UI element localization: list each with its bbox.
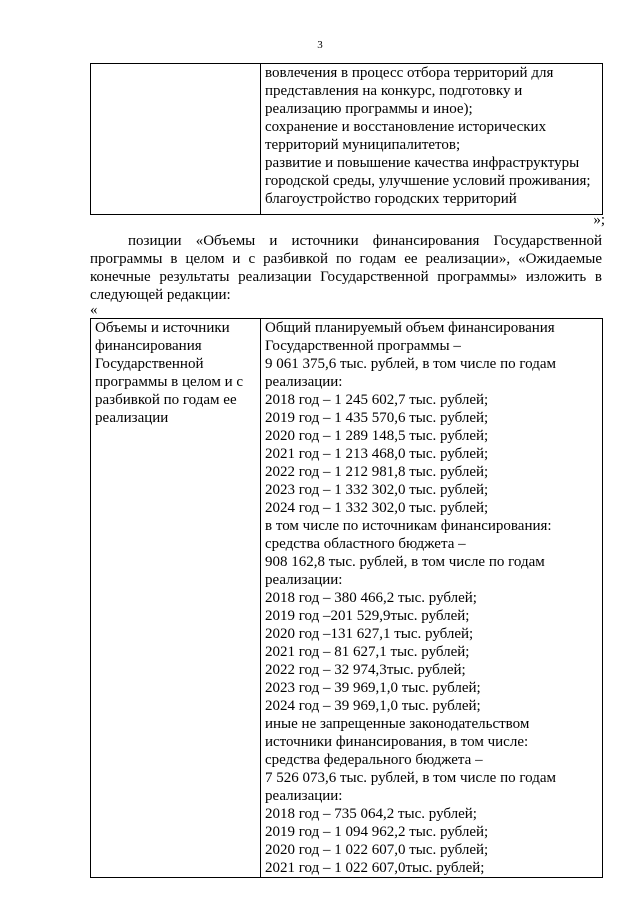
main-table-right-line: средства федерального бюджета –: [265, 752, 483, 768]
main-table-left-cell: [91, 319, 261, 878]
main-table-right-line: 2020 год –131 627,1 тыс. рублей;: [265, 626, 474, 642]
top-table-line: развитие и повышение качества инфраструктуры: [265, 155, 580, 171]
main-table-right-line: 2019 год – 1 094 962,2 тыс. рублей;: [265, 824, 489, 840]
main-table-right-line: 2021 год – 1 022 607,0тыс. рублей;: [265, 860, 485, 876]
main-table-left-line: реализации: [95, 410, 169, 426]
main-table-right-line: реализации:: [265, 572, 343, 588]
main-table-right-line: 2024 год – 1 332 302,0 тыс. рублей;: [265, 500, 489, 516]
main-table-right-line: средства областного бюджета –: [265, 536, 466, 552]
main-table-left-line: разбивкой по годам ее: [95, 392, 237, 408]
main-table-right-line: 2018 год – 735 064,2 тыс. рублей;: [265, 806, 477, 822]
page-number: 3: [317, 39, 323, 51]
main-table-right-line: иные не запрещенные законодательством: [265, 716, 530, 732]
main-table-right-line: 2022 год – 32 974,3тыс. рублей;: [265, 662, 466, 678]
top-table-line: сохранение и восстановление исторических: [265, 119, 547, 135]
top-table-line: благоустройство городских территорий: [265, 191, 517, 207]
top-table: [90, 63, 603, 215]
main-table-right-line: 7 526 073,6 тыс. рублей, в том числе по годам: [265, 770, 556, 786]
main-table-right-line: 2021 год – 1 213 468,0 тыс. рублей;: [265, 446, 489, 462]
main-table-right-line: реализации:: [265, 374, 343, 390]
main-table-right-line: Государственной программы –: [265, 338, 461, 354]
main-table-right-cell: [261, 319, 603, 878]
body-paragraph: позиции «Объемы и источники финансирования Государственной программы в целом и с разбивкой по годам ее реализации», «Ожидаемые конечные результаты реализации Государственной программы» изложить в следующей редакции:: [90, 233, 602, 303]
top-table-left-cell: [91, 64, 261, 215]
main-table-right-line: в том числе по источникам финансирования:: [265, 518, 552, 534]
main-table-right-line: 2024 год – 39 969,1,0 тыс. рублей;: [265, 698, 481, 714]
main-table: [90, 318, 603, 878]
main-table-right-line: 2023 год – 39 969,1,0 тыс. рублей;: [265, 680, 481, 696]
main-table-right-line: 2022 год – 1 212 981,8 тыс. рублей;: [265, 464, 489, 480]
main-table-right-line: 2018 год – 1 245 602,7 тыс. рублей;: [265, 392, 489, 408]
main-table-right-line: 9 061 375,6 тыс. рублей, в том числе по годам: [265, 356, 556, 372]
top-table-line: вовлечения в процесс отбора территорий для: [265, 65, 554, 81]
main-table-right-line: 908 162,8 тыс. рублей, в том числе по годам: [265, 554, 545, 570]
main-table-left-line: Объемы и источники: [95, 320, 230, 336]
main-table-right-line: 2019 год – 1 435 570,6 тыс. рублей;: [265, 410, 489, 426]
open-quote: «: [90, 302, 98, 318]
main-table-right-line: 2019 год –201 529,9тыс. рублей;: [265, 608, 470, 624]
closing-quote: »;: [593, 212, 605, 228]
top-table-line: территорий муниципалитетов;: [265, 137, 461, 153]
main-table-right-line: источники финансирования, в том числе:: [265, 734, 529, 750]
main-table-right-line: 2018 год – 380 466,2 тыс. рублей;: [265, 590, 477, 606]
main-table-right-line: 2021 год – 81 627,1 тыс. рублей;: [265, 644, 470, 660]
main-table-right-line: Общий планируемый объем финансирования: [265, 320, 555, 336]
main-table-left-line: программы в целом и с: [95, 374, 244, 390]
top-table-line: городской среды, улучшение условий проживания;: [265, 173, 591, 189]
main-table-right-line: 2023 год – 1 332 302,0 тыс. рублей;: [265, 482, 489, 498]
top-table-line: представления на конкурс, подготовку и: [265, 83, 523, 99]
top-table-right-cell: [261, 64, 603, 215]
main-table-left-line: финансирования: [95, 338, 202, 354]
main-table-right-line: реализации:: [265, 788, 343, 804]
top-table-line: реализацию программы и иное);: [265, 101, 473, 117]
main-table-right-line: 2020 год – 1 289 148,5 тыс. рублей;: [265, 428, 489, 444]
main-table-left-line: Государственной: [95, 356, 204, 372]
main-table-right-line: 2020 год – 1 022 607,0 тыс. рублей;: [265, 842, 489, 858]
